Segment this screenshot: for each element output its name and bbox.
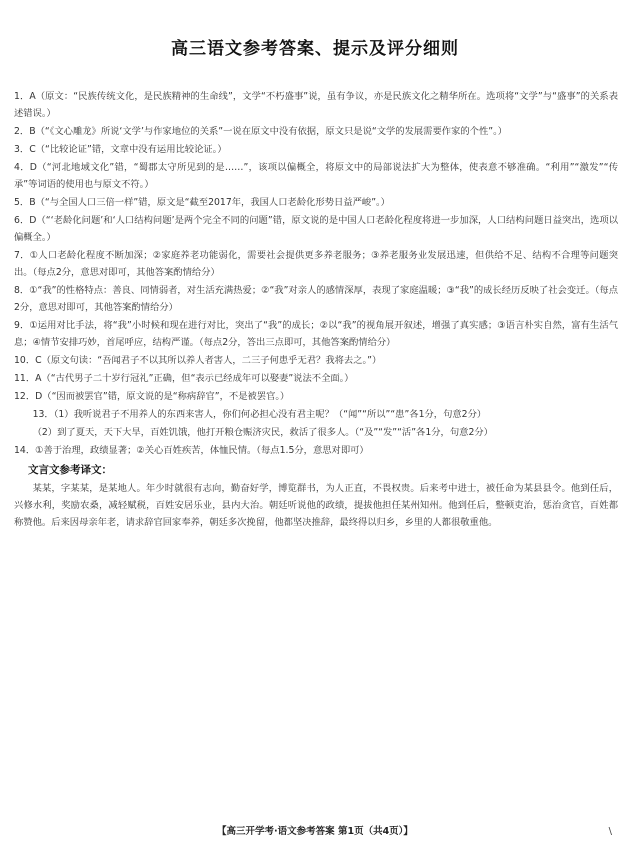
page-footer: 【高三开学考·语文参考答案 第1页（共4页）】 (217, 826, 413, 837)
answer-paragraph: 2．B（“《文心雕龙》所说‘文学’与作家地位的关系”一说在原文中没有依据，原文只是说“文学的发展需要作家的个性”。） (14, 126, 508, 137)
answer-paragraph: 5．B（“与全国人口三倍一样”错，原文是“截至2017年，我国人口老龄化形势日益严峻”。） (14, 197, 390, 208)
answer-paragraph: 14．①善于治理，政绩显著；②关心百姓疾苦，体恤民情。（每点1.5分，意思对即可） (14, 445, 369, 456)
answer-paragraph: 10．C（原文句读：“吾闻君子不以其所以养人者害人，二三子何患乎无君？我将去之。”） (14, 355, 382, 366)
answer-paragraph: 9．①运用对比手法，将“我”小时候和现在进行对比，突出了“我”的成长；②以“我”的视角展开叙述，增强了真实感；③语言朴实自然，富有生活气息；④情节安排巧妙，首尾呼应，结构严谨。（每点2分，答出三点即可，其他答案酌情给分） (14, 320, 618, 348)
corner-mark: \ (608, 826, 612, 837)
answer-paragraph: 1．A（原文：“民族传统文化，是民族精神的生命线”，文学“不朽盛事”说，虽有争议，亦是民族文化之精华所在。选项将“文学”与“盛事”的关系表述错误。） (14, 91, 618, 119)
translation-heading: 文言文参考译文： (28, 464, 112, 476)
answer-paragraph: 13．（1）我听说君子不用养人的东西来害人，你们何必担心没有君主呢？（“闻”“所以”“患”各1分，句意2分） (32, 409, 487, 420)
answer-body (14, 88, 618, 532)
translation-paragraph: 某某，字某某，是某地人。年少时就很有志向，勤奋好学，博览群书，为人正直，不畏权贵。后来考中进士，被任命为某县县令。他到任后，兴修水利，奖励农桑，减轻赋税，百姓安居乐业，县内大治。朝廷听说他的政绩，提拔他担任某州知州。他到任后，整顿吏治，惩治贪官，百姓都称赞他。后来因母亲年老，请求辞官回家奉养，朝廷多次挽留，他都坚决推辞，最终得以归乡，乡里的人都很敬重他。 (14, 483, 618, 528)
answer-paragraph: 12．D（“因而被罢官”错，原文说的是“称病辞官”，不是被罢官。） (14, 391, 290, 402)
page-title: 高三语文参考答案、提示及评分细则 (171, 39, 459, 59)
answer-paragraph: 6．D（“‘老龄化问题’和‘人口结构问题’是两个完全不同的问题”错，原文说的是中国人口老龄化程度将进一步加深，人口结构问题日益突出，选项以偏概全。） (14, 215, 618, 243)
answer-paragraph: 7．①人口老龄化程度不断加深；②家庭养老功能弱化，需要社会提供更多养老服务；③养老服务业发展迅速，但供给不足、结构不合理等问题突出。（每点2分，意思对即可，其他答案酌情给分） (14, 250, 618, 278)
answer-paragraph: （2）到了夏天，天下大旱，百姓饥饿，他打开粮仓赈济灾民，救活了很多人。（“及”“发”“活”各1分，句意2分） (32, 427, 493, 438)
answer-paragraph: 8．①“我”的性格特点：善良、同情弱者，对生活充满热爱；②“我”对亲人的感情深厚，表现了家庭温暖；③“我”的成长经历反映了社会变迁。（每点2分，意思对即可，其他答案酌情给分） (14, 285, 618, 313)
answer-paragraph: 11．A（“古代男子二十岁行冠礼”正确，但“表示已经成年可以娶妻”说法不全面。） (14, 373, 354, 384)
answer-paragraph: 4．D（“河北地域文化”错，“蜀郡太守所见到的是……”，该项以偏概全，将原文中的局部说法扩大为整体，使表意不够准确。“利用”“激发”“传承”等词语的使用也与原文不符。） (14, 162, 618, 190)
answer-paragraph: 3．C（“比较论证”错，文章中没有运用比较论证。） (14, 144, 227, 155)
